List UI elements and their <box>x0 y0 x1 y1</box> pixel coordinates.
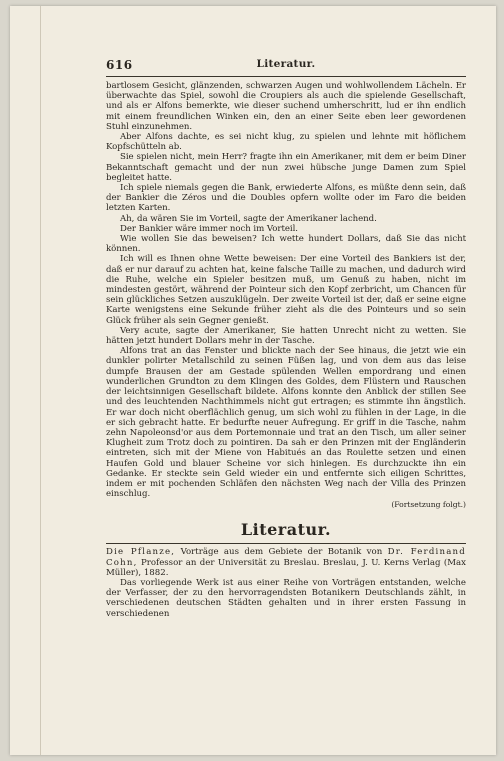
page-content <box>106 58 466 619</box>
section-title: Literatur. <box>240 520 332 540</box>
citation-title: Die Pflanze, <box>106 547 176 558</box>
story-paragraph: bartlosem Gesicht, glänzenden, schwarzen Augen und wohlwollendem Lächeln. Er überwachte das Spiel, sowohl die Croupiers als auch die spielende Gesellschaft, und als er Alfons bemerkte, wie dieser suchend umherschritt, lud er ihn endlich mit einem freundlichen Winken ein, den an einer Seite eben leer gewordenen Stuhl einzunehmen. <box>106 81 466 132</box>
page-number: 616 <box>106 58 133 72</box>
story-paragraph: Alfons trat an das Fenster und blickte nach der See hinaus, die jetzt wie ein dunkler polirter Metallschild zu seinen Füßen lag, und von dem aus das leise dumpfe Brausen der am Gestade spülenden Wellen empordrang und einen wunderlichen Grundton zu dem Klingen des Goldes, dem Flüstern und Rauschen der leichtsinnigen Gesellschaft bildete. Alfons konnte den Anblick der stillen See und des leuchtenden Nachthimmels nicht gut ertragen; es stimmte ihn ängstlich. Er war doch nicht oberflächlich genug, um sich wohl zu fühlen in der Lage, in die er sich gebracht hatte. Er bedurfte neuer Aufregung. Er griff in die Tasche, nahm zehn Napoleonsd'or aus dem Portemonnaie und trat an den Tisch, um aller seiner Klugheit zum Trotz doch zu pointiren. Da sah er den Prinzen mit der Engländerin eintreten, sich mit der Miene von Habitués an das Roulette setzen und einen Haufen Gold und blauer Scheine vor sich hinlegen. Es durchzuckte ihn ein Gedanke. Er steckte sein Geld wieder ein und entfernte sich eiligen Schrittes, indem er mit pochenden Schläfen den nächsten Weg nach der Villa des Prinzen einschlug. <box>106 346 466 500</box>
binding-shadow <box>40 6 41 755</box>
story-paragraph: Aber Alfons dachte, es sei nicht klug, zu spielen und lehnte mit höflichem Kopfschütteln ab. <box>106 132 466 153</box>
story-text <box>106 81 466 510</box>
story-paragraph: Very acute, sagte der Amerikaner, Sie hatten Unrecht nicht zu wetten. Sie hätten jetzt hundert Dollars mehr in der Tasche. <box>106 325 466 347</box>
book-review <box>106 547 466 618</box>
story-paragraph: Ich spiele niemals gegen die Bank, erwiederte Alfons, es müßte denn sein, daß der Bankier die Zéros und die Doubles opfern wollte oder im Faro die beiden letzten Karten. <box>106 183 466 214</box>
citation-rest: Professor an der Universität zu Breslau. Breslau, J. U. Kerns Verlag (Max Müller), 1882. <box>106 557 466 578</box>
citation-mid: Vorträge aus dem Gebiete der Botanik von <box>175 547 388 558</box>
section-divider <box>106 543 466 544</box>
book-page <box>10 6 496 755</box>
story-paragraph: Ah, da wären Sie im Vorteil, sagte der Amerikaner lachend. <box>120 213 377 224</box>
story-paragraph: Sie spielen nicht, mein Herr? fragte ihn ein Amerikaner, mit dem er beim Diner Bekanntschaft gemacht und der nun zwei hübsche junge Damen zum Spiel begleitet hatte. <box>106 152 466 183</box>
page-header <box>106 58 466 77</box>
story-paragraph: Der Bankier wäre immer noch im Vorteil. <box>120 223 298 234</box>
story-paragraph: Ich will es Ihnen ohne Wette beweisen: Der eine Vorteil des Bankiers ist der, daß er nur darauf zu achten hat, keine falsche Taille zu machen, und dadurch wird die Ruhe, welche ein Spieler besitzen muß, um Genuß zu haben, nicht im mindesten gestört, während der Pointeur sich den Kopf zerbricht, um Chancen für sein glückliches Setzen auszuklügeln. Der zweite Vorteil ist der, daß er seine eigne Karte wenigstens eine Sekunde früher zieht als die des Pointeurs und so sein Glück früher als sein Gegner genießt. <box>106 254 466 326</box>
book-citation <box>106 547 466 578</box>
running-head: Literatur. <box>256 58 316 70</box>
continued-note: (Fortsetzung folgt.) <box>391 500 466 510</box>
review-paragraph: Das vorliegende Werk ist aus einer Reihe von Vorträgen entstanden, welche der Verfasser, der zu den hervorragendsten Botanikern Deutschlands zählt, in verschiedenen deutschen Städten gehalten und in ihrer ersten Fassung in verschiedenen <box>106 577 466 619</box>
story-paragraph: Wie wollen Sie das beweisen? Ich wette hundert Dollars, daß Sie das nicht können. <box>106 234 466 255</box>
citation-author: Dr. Ferdinand Cohn, <box>106 547 466 568</box>
